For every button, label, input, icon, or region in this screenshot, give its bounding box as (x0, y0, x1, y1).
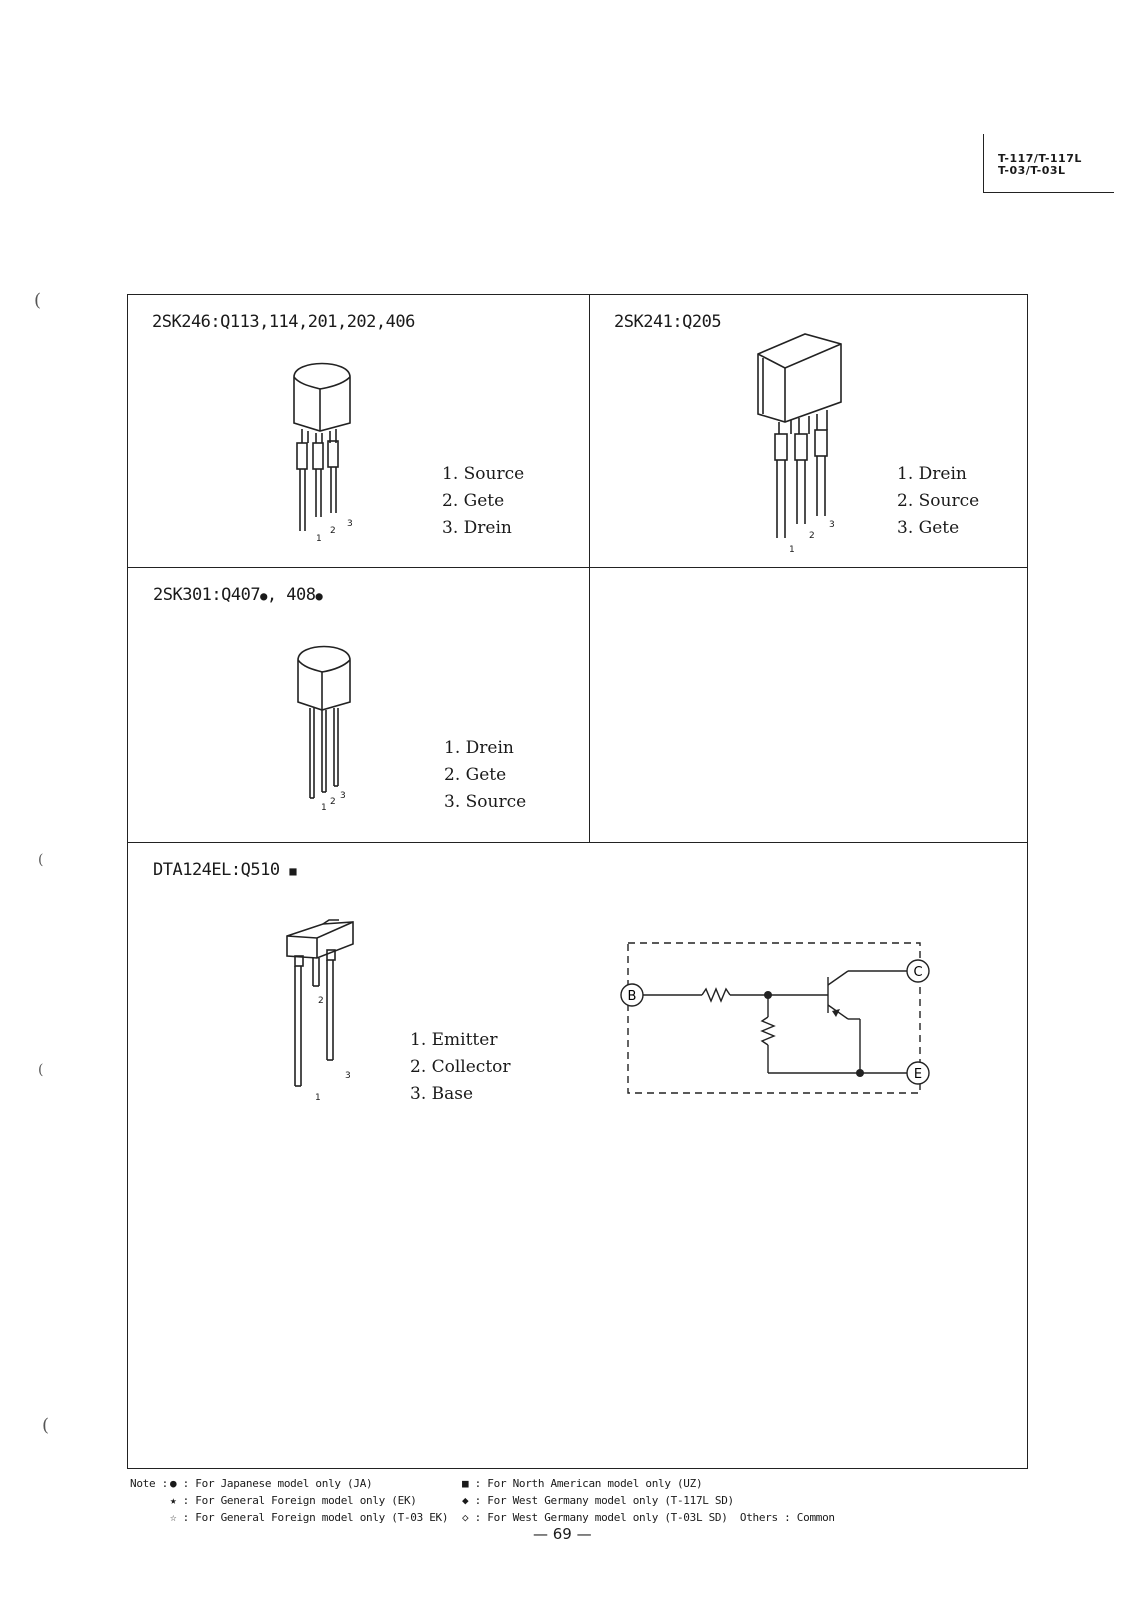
to92-transistor-icon (280, 355, 370, 545)
margin-mark: ( (38, 852, 44, 868)
row-divider (127, 842, 1028, 843)
pin-label: 3. Source (444, 792, 527, 812)
lead-number: 2 (809, 531, 815, 541)
pin-label: 3. Gete (897, 518, 960, 538)
lead-number: 3 (345, 1071, 351, 1081)
model-header (983, 134, 1114, 193)
model-line-2: T-03/T-03L (998, 164, 1066, 177)
note-t03ek (170, 1511, 448, 1524)
star-outline-symbol: ☆ (170, 1511, 177, 1524)
note-ja (170, 1477, 372, 1490)
lead-number: 1 (789, 545, 795, 555)
equivalent-circuit-diagram (610, 935, 940, 1105)
dot-symbol: ● (260, 589, 267, 603)
panel-4-title-text: DTA124EL:Q510 (153, 860, 280, 880)
pin-label: 1. Drein (444, 738, 514, 758)
row-divider (127, 567, 1028, 568)
panel-3-title (153, 585, 322, 605)
spt-transistor-icon (283, 918, 373, 1098)
pin-label: 3. Base (410, 1084, 474, 1104)
note-ek-text: : For General Foreign model only (EK) (182, 1494, 417, 1507)
note-t117lsd-text: : For West Germany model only (T-117L SD) (474, 1494, 734, 1507)
lead-number: 3 (829, 520, 835, 530)
to92-transistor-icon (292, 640, 362, 810)
lead-number: 1 (321, 803, 327, 813)
diamond-symbol: ◆ (462, 1494, 469, 1507)
note-t03lsd (462, 1511, 835, 1524)
dot-symbol: ● (170, 1477, 177, 1490)
lead-number: 1 (316, 534, 322, 544)
note-label: Note : (130, 1477, 168, 1490)
model-line-1: T-117/T-117L (998, 152, 1082, 165)
lead-number: 2 (330, 526, 336, 536)
lead-number: 3 (340, 791, 346, 801)
note-uz (462, 1477, 702, 1490)
note-ek (170, 1494, 417, 1507)
panel-3-title-mid: , 408 (266, 585, 316, 605)
star-symbol: ★ (170, 1494, 177, 1507)
dot-symbol: ● (315, 589, 323, 603)
margin-mark: ( (38, 1062, 44, 1078)
note-others: Others : Common (739, 1511, 835, 1524)
collector-node-label: C (913, 965, 923, 980)
lead-number: 3 (347, 519, 353, 529)
page-number: — 69 — (533, 1525, 592, 1543)
panel-3-title-prefix: 2SK301:Q407 (153, 585, 261, 605)
lead-number: 1 (315, 1093, 321, 1103)
pin-label: 1. Emitter (410, 1030, 498, 1050)
margin-mark: ( (42, 1415, 50, 1436)
component-table (127, 294, 1028, 1469)
note-uz-text: : For North American model only (UZ) (474, 1477, 703, 1490)
note-t03lsd-text: : For West Germany model only (T-03L SD) (474, 1511, 728, 1524)
lead-number: 2 (318, 996, 324, 1006)
pin-label: 2. Source (897, 491, 980, 511)
panel-4-title (153, 860, 296, 880)
panel-2-title: 2SK241:Q205 (614, 312, 722, 332)
margin-mark: ( (34, 290, 42, 311)
note-ja-text: : For Japanese model only (JA) (182, 1477, 373, 1490)
pin-label: 2. Collector (410, 1057, 511, 1077)
pin-label: 3. Drein (442, 518, 512, 538)
base-node-label: B (627, 989, 637, 1004)
lead-number: 2 (330, 797, 336, 807)
to92l-transistor-icon (755, 330, 855, 550)
emitter-node-label: E (913, 1067, 923, 1082)
note-t117lsd (462, 1494, 734, 1507)
diamond-outline-symbol: ◇ (462, 1511, 469, 1524)
column-divider (589, 294, 590, 843)
pin-label: 1. Source (442, 464, 525, 484)
pin-label: 2. Gete (444, 765, 507, 785)
square-symbol: ■ (289, 864, 297, 878)
panel-1-title: 2SK246:Q113,114,201,202,406 (152, 312, 415, 332)
pin-label: 2. Gete (442, 491, 505, 511)
square-symbol: ■ (462, 1477, 469, 1490)
note-t03ek-text: : For General Foreign model only (T-03 EK) (182, 1511, 449, 1524)
pin-label: 1. Drein (897, 464, 967, 484)
